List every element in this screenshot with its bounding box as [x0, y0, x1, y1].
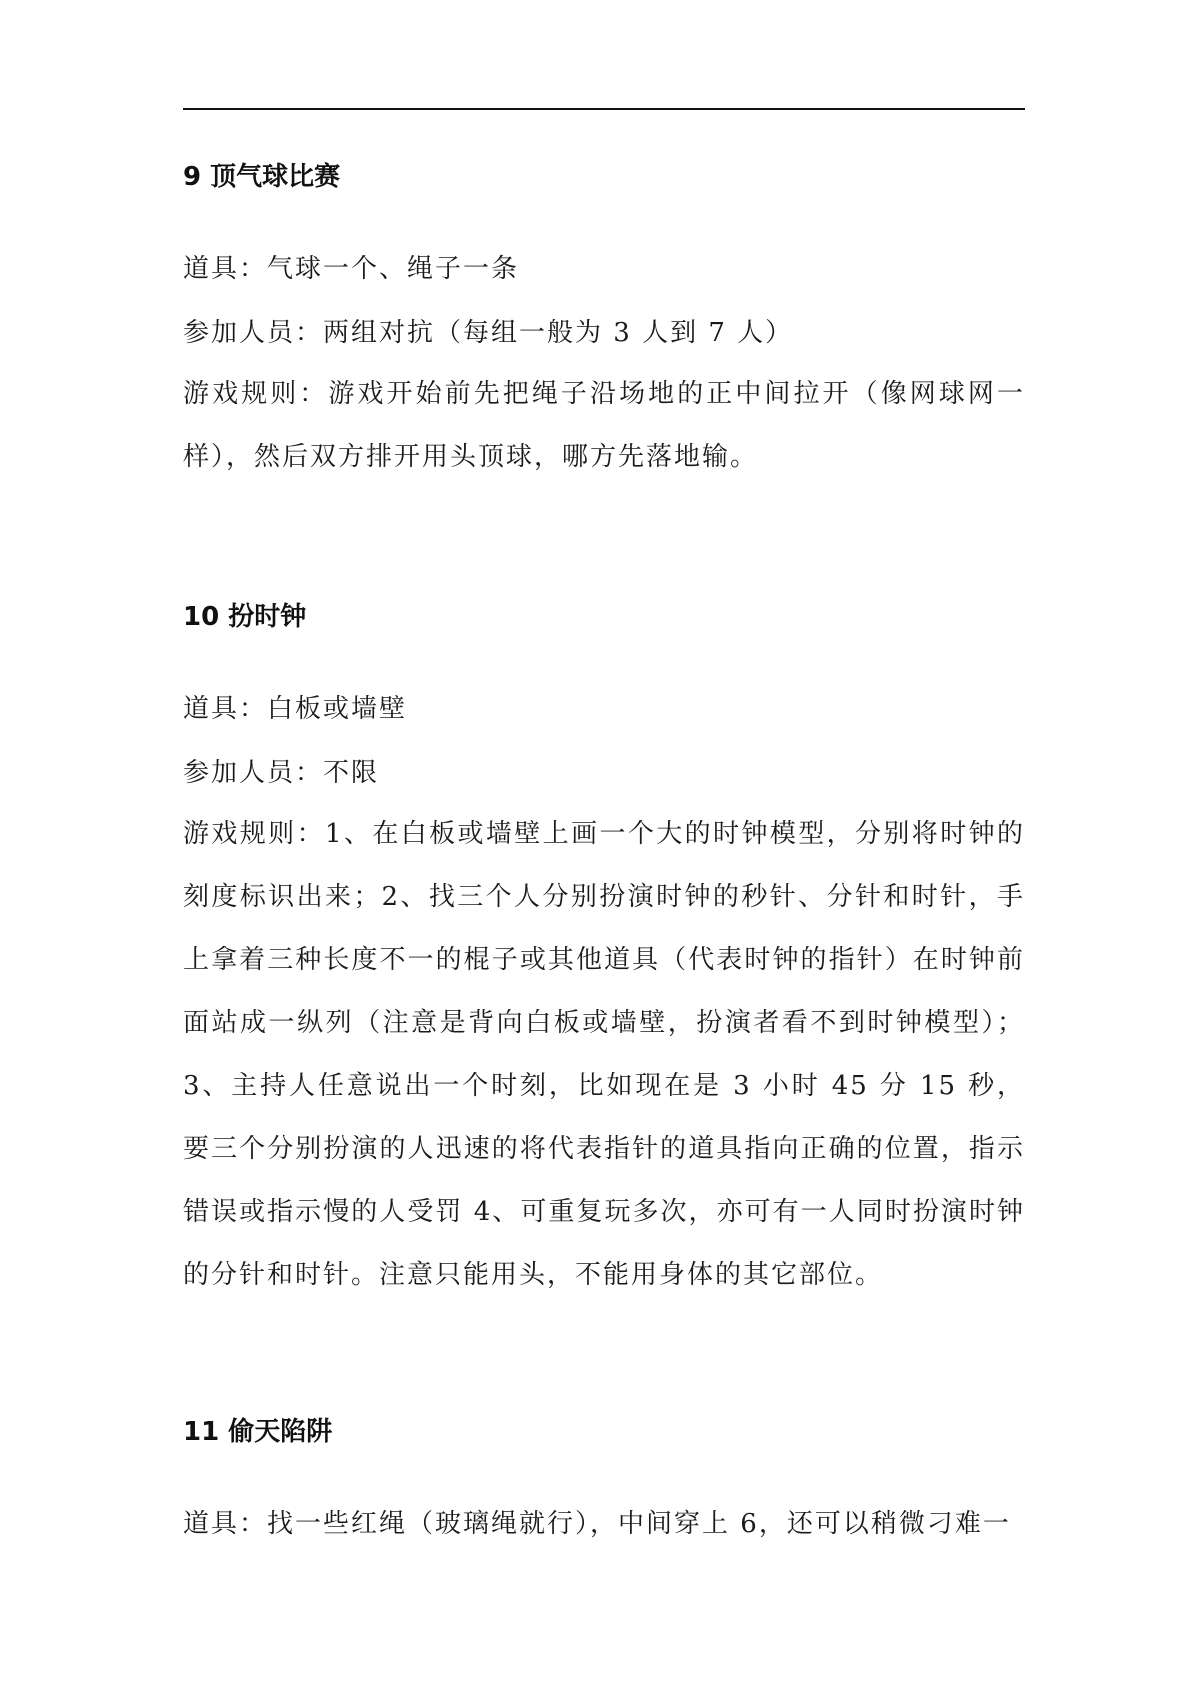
rules-label: 游戏规则： — [183, 819, 325, 849]
props-label: 道具： — [183, 694, 268, 724]
section-title: 11 偷天陷阱 — [183, 1417, 333, 1447]
props-line — [183, 1507, 1025, 1541]
people-label: 参加人员： — [183, 758, 324, 788]
section-title: 9 顶气球比赛 — [183, 162, 341, 192]
rules-paragraph — [183, 803, 1025, 1307]
rules-value: 1、在白板或墙壁上画一个大的时钟模型，分别将时钟的刻度标识出来；2、找三个人分别扮演时钟的秒针、分针和时针，手上拿着三种长度不一的棍子或其他道具（代表时钟的指针）在时钟前面站成一纵列（注意是背向白板或墙壁，扮演者看不到时钟模型）；3、主持人任意说出一个时刻，比如现在是 3 小时 45 分 15 秒，要三个分别扮演的人迅速的将代表指针的道具指向正确的位置，指示错误或指示慢的人受罚 4、可重复玩多次，亦可有一人同时扮演时钟的分针和时针。注意只能用头，不能用身体的其它部位。 — [183, 819, 1025, 1290]
props-value: 气球一个、绳子一条 — [267, 254, 520, 284]
rules-value: 游戏开始前先把绳子沿场地的正中间拉开（像网球网一样），然后双方排开用头顶球，哪方先落地输。 — [183, 379, 1025, 472]
people-line — [183, 316, 1025, 350]
rules-paragraph — [183, 363, 1025, 489]
props-label: 道具： — [183, 254, 268, 284]
props-value: 找一些红绳（玻璃绳就行），中间穿上 6，还可以稍微刁难一 — [267, 1509, 1011, 1539]
people-line — [183, 756, 1025, 790]
props-value: 白板或墙壁 — [267, 694, 408, 724]
props-label: 道具： — [183, 1509, 268, 1539]
people-value: 两组对抗（每组一般为 3 人到 7 人） — [323, 318, 794, 348]
props-line — [183, 252, 1025, 286]
section-title: 10 扮时钟 — [183, 602, 307, 632]
props-line — [183, 692, 1025, 726]
people-value: 不限 — [323, 758, 380, 788]
header-rule — [183, 108, 1025, 110]
rules-label: 游戏规则： — [183, 379, 329, 409]
people-label: 参加人员： — [183, 318, 324, 348]
